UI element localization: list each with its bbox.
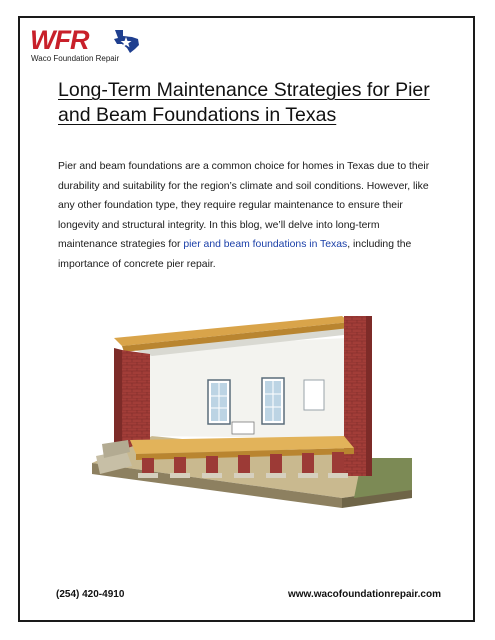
logo-subtitle: Waco Foundation Repair xyxy=(31,54,120,63)
pier-and-beam-link[interactable]: pier and beam foundations in Texas xyxy=(183,239,348,251)
window-right xyxy=(262,378,284,424)
website-link[interactable]: www.wacofoundationrepair.com xyxy=(288,589,441,600)
phone-number[interactable]: (254) 420-4910 xyxy=(56,589,125,600)
texas-map-icon xyxy=(112,28,142,54)
window-left xyxy=(208,380,230,424)
company-logo[interactable] xyxy=(30,26,88,54)
intro-text-end: , including the importance of concrete pier repair. xyxy=(58,239,412,270)
article-title: Long-Term Maintenance Strategies for Pier and Beam Foundations in Texas xyxy=(58,79,430,126)
pier-and-beam-house-illustration xyxy=(92,308,412,520)
intro-paragraph xyxy=(58,157,440,275)
logo-letters: WFR xyxy=(30,25,89,55)
intro-text-start: Pier and beam foundations are a common choice for homes in Texas due to their durability and suitability for the region’s climate and soil conditions. However, like any other foundation type, they require regular maintenance to ensure their longevity and structural integrity. In this blog, we’ll delve into long-term maintenance strategies for xyxy=(58,161,430,251)
